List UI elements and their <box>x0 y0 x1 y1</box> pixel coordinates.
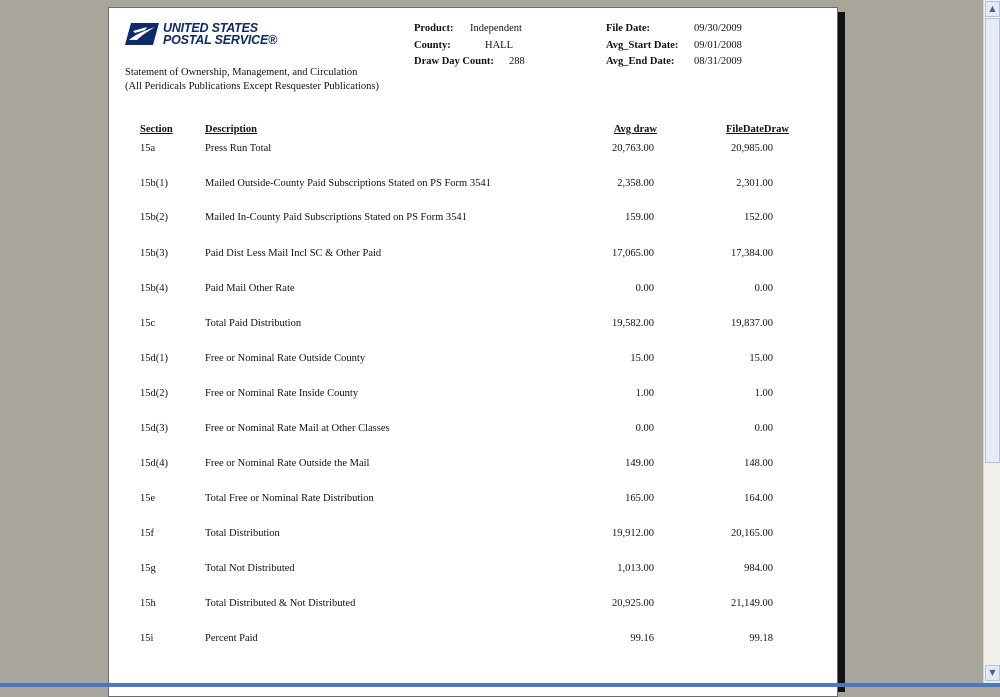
file-date-draw-cell: 1.00 <box>754 388 773 399</box>
avg-draw-cell: 19,912.00 <box>612 528 654 539</box>
section-column-header: Section <box>140 124 173 135</box>
description-cell: Paid Mail Other Rate <box>205 283 295 294</box>
usps-logo <box>125 21 278 49</box>
avg-start-date-value: 09/01/2008 <box>694 40 742 51</box>
file-date-draw-cell: 19,837.00 <box>731 318 773 329</box>
table-row <box>109 493 839 509</box>
section-cell: 15e <box>140 493 156 504</box>
file-date-draw-cell: 99.18 <box>749 633 773 644</box>
table-row <box>109 178 839 194</box>
file-date-draw-cell: 164.00 <box>744 493 773 504</box>
section-cell: 15d(2) <box>140 388 168 399</box>
table-row <box>109 423 839 439</box>
file-date-draw-cell: 0.00 <box>754 423 773 434</box>
description-cell: Percent Paid <box>205 633 258 644</box>
avg-draw-cell: 149.00 <box>625 458 654 469</box>
product-value: Independent <box>470 23 522 34</box>
avg-draw-cell: 165.00 <box>625 493 654 504</box>
draw-day-count-value: 288 <box>509 56 525 67</box>
description-cell: Free or Nominal Rate Inside County <box>205 388 359 399</box>
section-cell: 15d(4) <box>140 458 168 469</box>
file-date-draw-cell: 148.00 <box>744 458 773 469</box>
scroll-up-arrow-icon[interactable]: ▲ <box>985 1 1000 17</box>
file-date-draw-cell: 152.00 <box>744 212 773 223</box>
section-cell: 15c <box>140 318 156 329</box>
avg-draw-cell: 15.00 <box>630 353 654 364</box>
table-row <box>109 633 839 649</box>
avg-draw-cell: 159.00 <box>625 212 654 223</box>
avg-draw-column-header: Avg draw <box>613 124 657 135</box>
section-cell: 15b(4) <box>140 283 168 294</box>
table-row <box>109 353 839 369</box>
description-cell: Total Distributed & Not Distributed <box>205 598 356 609</box>
file-date-draw-cell: 15.00 <box>749 353 773 364</box>
section-cell: 15b(1) <box>140 178 168 189</box>
description-cell: Free or Nominal Rate Mail at Other Classes <box>205 423 390 434</box>
vertical-scrollbar[interactable] <box>983 0 1000 683</box>
section-cell: 15d(1) <box>140 353 168 364</box>
section-cell: 15b(2) <box>140 212 168 223</box>
logo-text-line2: POSTAL SERVICE® <box>163 33 278 47</box>
description-cell: Paid Dist Less Mail Incl SC & Other Paid <box>205 248 382 259</box>
table-row <box>109 248 839 264</box>
description-cell: Mailed Outside-County Paid Subscriptions Stated on PS Form 3541 <box>205 178 491 189</box>
file-date-draw-cell: 984.00 <box>744 563 773 574</box>
file-date-draw-cell: 2,301.00 <box>736 178 773 189</box>
description-column-header: Description <box>205 124 257 135</box>
file-date-value: 09/30/2009 <box>694 23 742 34</box>
avg-draw-cell: 20,925.00 <box>612 598 654 609</box>
table-row <box>109 318 839 334</box>
description-cell: Free or Nominal Rate Outside County <box>205 353 366 364</box>
status-bar <box>0 683 1000 687</box>
description-cell: Total Not Distributed <box>205 563 295 574</box>
scrollbar-thumb[interactable] <box>985 18 1000 463</box>
file-date-draw-column-header: FileDateDraw <box>726 124 789 135</box>
table-row <box>109 563 839 579</box>
description-cell: Total Paid Distribution <box>205 318 302 329</box>
avg-end-date-value: 08/31/2009 <box>694 56 742 67</box>
avg-end-date-label: Avg_End Date: <box>606 56 675 67</box>
section-cell: 15a <box>140 143 156 154</box>
file-date-draw-cell: 20,985.00 <box>731 143 773 154</box>
avg-draw-cell: 1,013.00 <box>617 563 654 574</box>
product-label: Product: <box>414 23 454 34</box>
avg-draw-cell: 99.16 <box>630 633 654 644</box>
description-cell: Total Distribution <box>205 528 280 539</box>
avg-draw-cell: 2,358.00 <box>617 178 654 189</box>
section-cell: 15d(3) <box>140 423 168 434</box>
logo-text-line1: UNITED STATES <box>163 21 258 35</box>
table-row <box>109 528 839 544</box>
section-cell: 15h <box>140 598 156 609</box>
statement-subtitle: (All Peridicals Publications Except Resquester Publications) <box>125 81 379 92</box>
section-cell: 15g <box>140 563 156 574</box>
table-row <box>109 283 839 299</box>
draw-day-count-label: Draw Day Count: <box>414 56 494 67</box>
avg-start-date-label: Avg_Start Date: <box>606 40 679 51</box>
avg-draw-cell: 19,582.00 <box>612 318 654 329</box>
report-page <box>108 7 838 697</box>
file-date-draw-cell: 20,165.00 <box>731 528 773 539</box>
eagle-logo-icon <box>125 23 159 45</box>
section-cell: 15b(3) <box>140 248 168 259</box>
section-cell: 15f <box>140 528 154 539</box>
file-date-draw-cell: 17,384.00 <box>731 248 773 259</box>
table-row <box>109 598 839 614</box>
file-date-draw-cell: 21,149.00 <box>731 598 773 609</box>
avg-draw-cell: 0.00 <box>635 423 654 434</box>
file-date-draw-cell: 0.00 <box>754 283 773 294</box>
description-cell: Press Run Total <box>205 143 272 154</box>
description-cell: Free or Nominal Rate Outside the Mail <box>205 458 370 469</box>
description-cell: Mailed In-County Paid Subscriptions Stated on PS Form 3541 <box>205 212 467 223</box>
table-row <box>109 212 839 228</box>
file-date-label: File Date: <box>606 23 651 34</box>
scroll-down-arrow-icon[interactable]: ▼ <box>985 665 1000 681</box>
county-value: HALL <box>485 40 513 51</box>
county-label: County: <box>414 40 451 51</box>
table-row <box>109 388 839 404</box>
avg-draw-cell: 17,065.00 <box>612 248 654 259</box>
description-cell: Total Free or Nominal Rate Distribution <box>205 493 374 504</box>
statement-title: Statement of Ownership, Management, and Circulation <box>125 67 358 78</box>
avg-draw-cell: 1.00 <box>635 388 654 399</box>
section-cell: 15i <box>140 633 154 644</box>
table-row <box>109 458 839 474</box>
avg-draw-cell: 0.00 <box>635 283 654 294</box>
avg-draw-cell: 20,763.00 <box>612 143 654 154</box>
table-row <box>109 143 839 159</box>
